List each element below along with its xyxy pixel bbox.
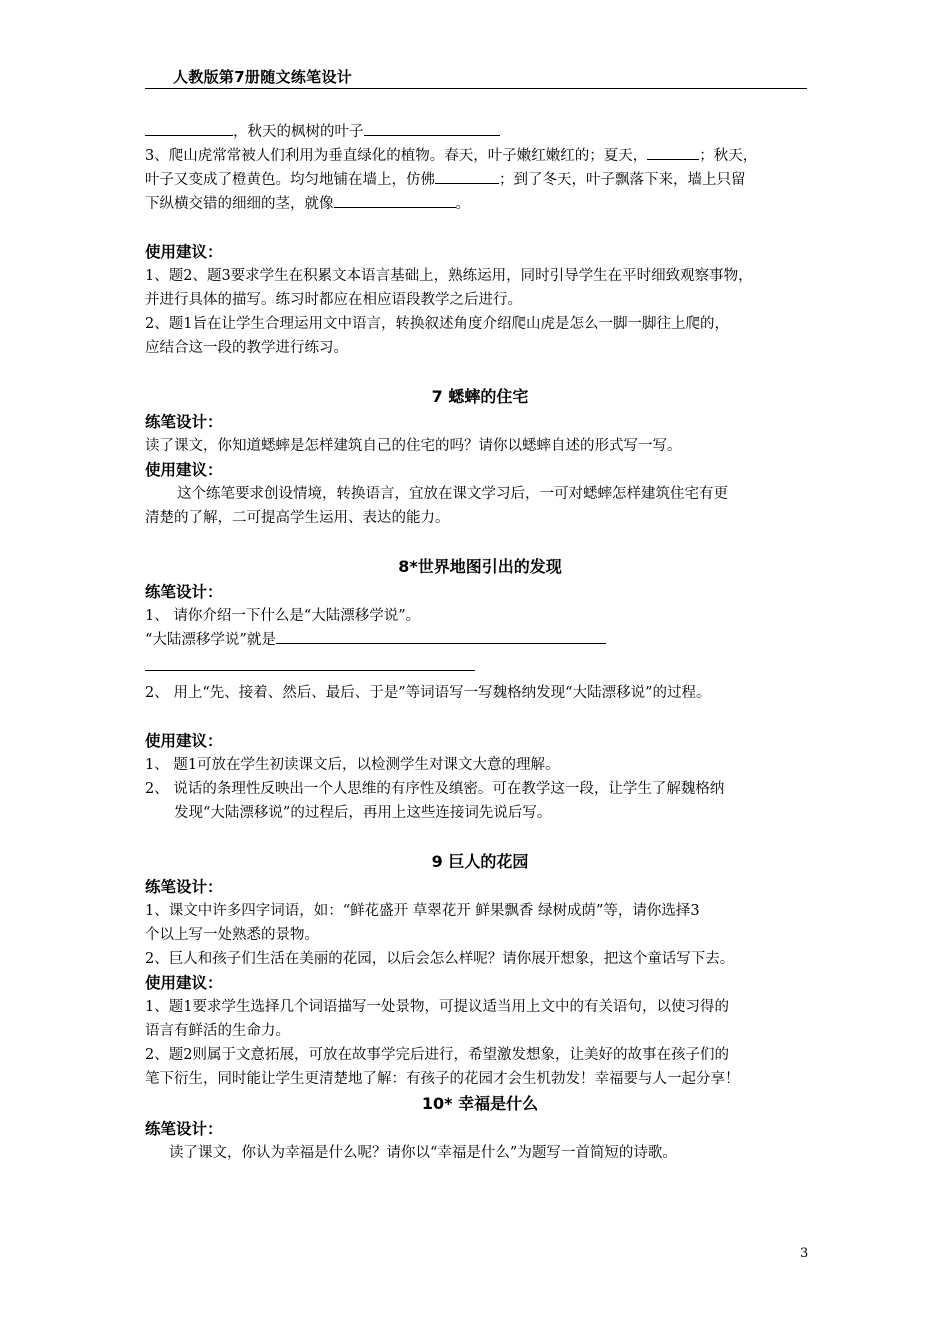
design-heading: 练笔设计： (145, 583, 223, 601)
design-item: 个以上写一处熟悉的景物。 (145, 927, 319, 943)
advice-text: 1、题1要求学生选择几个词语描写一处景物，可提议适当用上文中的有关语句，以使习得的 (145, 999, 729, 1015)
advice-text: 1、 题1可放在学生初读课文后，以检测学生对课文大意的理解。 (145, 757, 560, 773)
advice-text: 2、 说话的条理性反映出一个人思维的有序性及缜密。可在教学这一段，让学生了解魏格纳 (145, 781, 725, 797)
advice-text: 笔下衍生，同时能让学生更清楚地了解：有孩子的花园才会生机勃发！幸福要与人一起分享！ (145, 1071, 740, 1087)
advice-heading: 使用建议： (145, 974, 223, 992)
exercise-line: 叶子又变成了橙黄色。均匀地铺在墙上，仿佛 ；到了冬天，叶子飘落下来，墙上只留 (145, 168, 815, 192)
advice-text: 2、题1旨在让学生合理运用文中语言，转换叙述角度介绍爬山虎是怎么一脚一脚往上爬的， (145, 316, 729, 332)
fill-blank[interactable] (435, 169, 499, 184)
advice-text: 2、题2则属于文意拓展，可放在故事学完后进行，希望激发想象，让美好的故事在孩子们的 (145, 1047, 729, 1063)
fill-blank[interactable] (334, 193, 456, 208)
lesson-title: 10* 幸福是什么 (421, 1094, 539, 1113)
fill-blank[interactable] (276, 629, 606, 644)
advice-heading: 使用建议： (145, 732, 223, 750)
design-item: 2、巨人和孩子们生活在美丽的花园，以后会怎么样呢？请你展开想象，把这个童话写下去。 (145, 951, 735, 967)
design-text: 读了课文，你认为幸福是什么呢？请你以“幸福是什么”为题写一首简短的诗歌。 (169, 1145, 677, 1161)
lesson-title: 8*世界地图引出的发现 (398, 557, 562, 576)
design-item: 1、 请你介绍一下什么是“大陆漂移学说”。 (145, 608, 421, 624)
exercise-line: “大陆漂移学说”就是 (145, 628, 815, 652)
advice-heading: 使用建议： (145, 461, 223, 479)
page-header (145, 66, 807, 89)
advice-text: 清楚的了解，二可提高学生运用、表达的能力。 (145, 510, 450, 526)
advice-text: 并进行具体的描写。练习时都应在相应语段教学之后进行。 (145, 292, 522, 308)
page-content (145, 120, 815, 1165)
advice-text: 这个练笔要求创设情境，转换语言，宜放在课文学习后，一可对蟋蟀怎样建筑住宅有更 (177, 486, 728, 502)
design-item: 2、 用上“先、接着、然后、最后、于是”等词语写一写魏格纳发现“大陆漂移说”的过程。 (145, 685, 711, 701)
page-number: 3 (800, 1246, 809, 1261)
design-heading: 练笔设计： (145, 1120, 223, 1138)
advice-text: 应结合这一段的教学进行练习。 (145, 340, 348, 356)
exercise-line: 下纵横交错的细细的茎，就像 。 (145, 192, 815, 216)
design-heading: 练笔设计： (145, 413, 223, 431)
fill-blank[interactable] (145, 121, 233, 136)
advice-text: 1、题2、题3要求学生在积累文本语言基础上，熟练运用，同时引导学生在平时细致观察事物， (145, 268, 753, 284)
fill-blank[interactable] (647, 145, 699, 160)
advice-heading: 使用建议： (145, 243, 223, 261)
header-title: 人教版第7册随文练笔设计 (173, 68, 353, 86)
advice-text: 语言有鲜活的生命力。 (145, 1023, 290, 1039)
answer-line[interactable] (145, 658, 475, 671)
lesson-title: 9 巨人的花园 (431, 852, 529, 871)
design-text: 读了课文，你知道蟋蟀是怎样建筑自己的住宅的吗？请你以蟋蟀自述的形式写一写。 (145, 438, 682, 454)
advice-text: 发现“大陆漂移说”的过程后，再用上这些连接词先说后写。 (174, 805, 552, 821)
exercise-line: ，秋天的枫树的叶子 (145, 120, 815, 144)
lesson-title: 7 蟋蟀的住宅 (431, 387, 529, 406)
fill-blank[interactable] (364, 121, 500, 136)
exercise-line: 3、爬山虎常常被人们利用为垂直绿化的植物。春天，叶子嫩红嫩红的；夏天， ；秋天， (145, 144, 815, 168)
design-heading: 练笔设计： (145, 878, 223, 896)
design-item: 1、课文中许多四字词语，如：“鲜花盛开 草翠花开 鲜果飘香 绿树成荫”等，请你选择3 (145, 903, 700, 919)
